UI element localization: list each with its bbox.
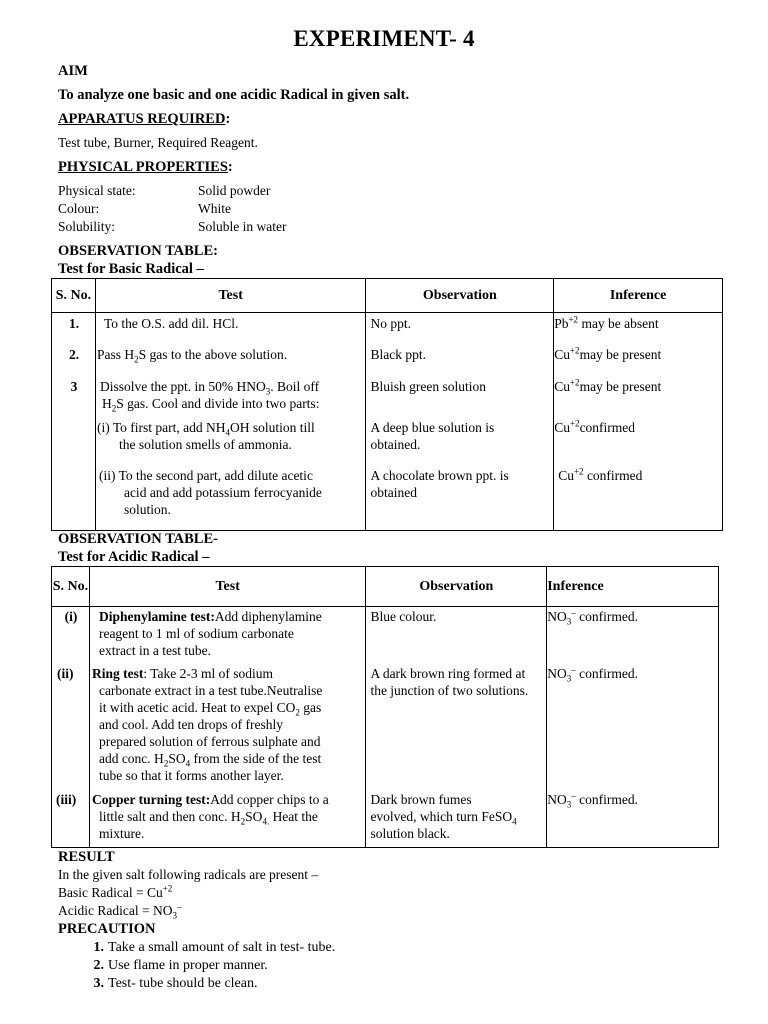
test-cell-cont: mixture. <box>98 826 145 841</box>
basic-table-subheading: Test for Basic Radical – <box>58 261 204 277</box>
header-observation: Observation <box>366 279 554 313</box>
physical-row-value: White <box>198 201 231 216</box>
physical-row-label: Colour: <box>58 201 100 216</box>
sno-cell: 2. <box>68 347 80 362</box>
observation-cell-cont: solution black. <box>370 826 450 841</box>
test-column <box>89 607 365 848</box>
observation-column <box>366 313 554 531</box>
observation-cell-cont: evolved, which turn FeSO$_4$ <box>370 809 517 827</box>
test-cell: (ii) To the second part, add dilute acetic <box>98 468 313 483</box>
sno-cell: (iii) <box>56 792 77 807</box>
precaution-heading: PRECAUTION <box>58 921 156 937</box>
apparatus-heading: APPARATUS REQUIRED: <box>58 111 231 127</box>
observation-cell: Blue colour. <box>370 609 437 624</box>
physical-heading: PHYSICAL PROPERTIES: <box>58 159 233 175</box>
precaution-item: 1. Take a small amount of salt in test- tube. <box>93 940 336 955</box>
observation-cell: A deep blue solution is obtained. <box>370 420 495 452</box>
sno-cell: (ii) <box>57 666 74 681</box>
result-line: In the given salt following radicals are present – <box>58 867 319 882</box>
precaution-item: 2. Use flame in proper manner. <box>93 958 268 973</box>
test-cell-cont: carbonate extract in a test tube.Neutralise <box>98 683 323 698</box>
test-cell: Copper turning test:Add copper chips to a <box>91 792 329 807</box>
sno-cell: 3 <box>70 379 78 394</box>
observation-cell: Black ppt. <box>370 347 426 362</box>
physical-row-label: Solubility: <box>58 219 116 234</box>
sno-column <box>52 607 90 848</box>
header-observation: Observation <box>366 567 547 607</box>
header-inference: Inference <box>547 567 719 607</box>
inference-cell: $Cu^{+2}confirmed$ <box>554 418 636 435</box>
sno-cell: (i) <box>64 609 78 624</box>
apparatus-text: Test tube, Burner, Required Reagent. <box>58 135 258 150</box>
observation-cell: Dark brown fumes <box>370 792 472 807</box>
aim-text: To analyze one basic and one acidic Radical in given salt. <box>58 87 410 103</box>
aim-heading: AIM <box>58 63 88 79</box>
basic-table-heading: OBSERVATION TABLE: <box>58 243 218 259</box>
precaution-item: 3. Test- tube should be clean. <box>93 976 258 991</box>
physical-row-label: Physical state: <box>58 183 136 198</box>
page-title: EXPERIMENT- 4 <box>293 26 475 51</box>
test-cell-cont: reagent to 1 ml of sodium carbonate <box>98 626 294 641</box>
test-cell-cont: and cool. Add ten drops of freshly <box>98 717 284 732</box>
test-cell-cont: add conc. $H_2SO_4$ from the side of the test <box>98 751 322 769</box>
test-cell-cont: prepared solution of ferrous sulphate and <box>98 734 321 749</box>
test-cell: To the O.S. add dil. HCl. <box>103 316 239 331</box>
observation-cell: Bluish green solution <box>370 379 486 394</box>
result-basic: Basic Radical = $Cu^{+2}$ <box>58 883 173 900</box>
test-cell: (i) To first part, add $NH_4OH$ solution till <box>96 420 315 438</box>
test-cell-cont: little salt and then conc. $H_2SO_{4.}$ Heat the <box>98 809 318 827</box>
test-cell: Diphenylamine test:Add diphenylamine <box>98 609 322 624</box>
acidic-radical-table <box>51 566 719 848</box>
inference-cell: $NO_3^-$ confirmed. <box>547 607 638 627</box>
header-test: Test <box>95 279 366 313</box>
test-cell: Pass $H_2S$ gas to the above solution. <box>96 347 288 365</box>
inference-cell: $Pb^{+2}$ may be absent <box>554 314 659 331</box>
test-cell-cont: the solution smells of ammonia. <box>118 437 292 452</box>
test-cell-cont: it with acetic acid. Heat to expel $CO_2$ gas <box>98 700 322 718</box>
acidic-table-heading: OBSERVATION TABLE- <box>58 531 218 547</box>
test-cell-cont: solution. <box>123 502 171 517</box>
inference-cell: $NO_3^-$ confirmed. <box>547 664 638 684</box>
observation-column <box>366 607 547 848</box>
test-cell: Ring test: Take 2-3 ml of sodium <box>91 666 273 681</box>
observation-cell: A chocolate brown ppt. is obtained <box>370 468 509 500</box>
result-acidic: Acidic Radical = $NO_3^-$ <box>58 901 182 921</box>
inference-column <box>554 313 723 531</box>
inference-column <box>547 607 719 848</box>
physical-row-value: Solid powder <box>198 183 271 198</box>
inference-cell: $Cu^{+2}may$ be present <box>554 377 662 394</box>
header-sno: S. No. <box>52 279 96 313</box>
basic-radical-table <box>51 278 723 531</box>
test-cell-cont: tube so that it forms another layer. <box>98 768 284 783</box>
header-test: Test <box>89 567 365 607</box>
inference-cell: $NO_3^-$ confirmed. <box>547 790 638 810</box>
inference-cell: $Cu^{+2}may$ be present <box>554 345 662 362</box>
test-cell-cont: extract in a test tube. <box>98 643 212 658</box>
header-sno: S. No. <box>52 567 90 607</box>
physical-row-value: Soluble in water <box>198 219 287 234</box>
header-inference: Inference <box>554 279 723 313</box>
result-heading: RESULT <box>58 849 115 865</box>
test-column <box>95 313 366 531</box>
test-cell-cont: acid and add potassium ferrocyanide <box>123 485 322 500</box>
test-cell: Dissolve the ppt. in 50% $HNO_3$. Boil off <box>99 379 320 397</box>
acidic-table-subheading: Test for Acidic Radical – <box>58 549 210 565</box>
sno-column <box>52 313 96 531</box>
sno-cell: 1. <box>68 316 80 331</box>
observation-cell: No ppt. <box>370 316 411 331</box>
inference-cell: $Cu^{+2}$ confirmed <box>558 466 643 483</box>
observation-cell: A dark brown ring formed at the junction of two solutions. <box>370 666 529 698</box>
test-cell-cont: $H_2S$ gas. Cool and divide into two parts: <box>101 396 320 414</box>
